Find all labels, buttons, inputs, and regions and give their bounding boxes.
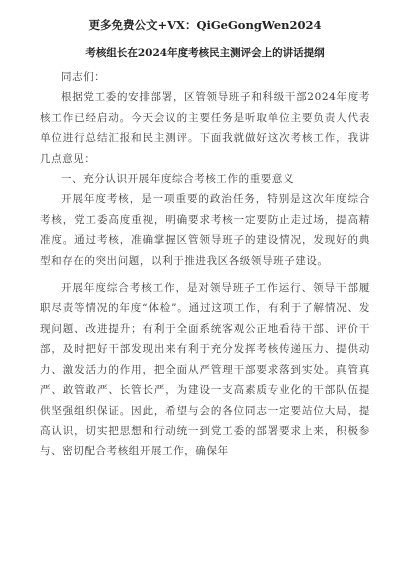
paragraph-1: 开展年度考核，是一项重要的政治任务，特别是这次年度综合考核，党工委高度重视，明确要求考核一定要防止走过场，提高精准度。通过考核，准确掌握区管领导班子的建设情况，发现好的典型和存在的突出问题，以利于推进我区各级领导班子建设。 (40, 193, 370, 267)
salutation: 同志们： (61, 71, 106, 83)
document-title: 考核组长在2024年度考核民主测评会上的讲话提纲 (85, 47, 325, 59)
section-heading-1: 一、充分认识开展年度综合考核工作的重要意义 (61, 173, 295, 186)
paragraph-2: 开展年度综合考核工作，是对领导班子工作运行、领导干部履职尽责等情况的年度“体检”。通过这项工作，有利于了解情况、发现问题、改进提升；有利于全面系统客观公正地看待干部、评价干部，及时把好干部发现出来有利于充分发挥考核传递压力、提供动力、激发活力的作用，把全面从严管理干部要求落到实处。真管真严、敢管敢严、长管长严，为建设一支高素质专业化的干部队伍提供坚强组织保证。因此，希望与会的各位同志一定要站位大局，提高认识，切实把思想和行动统一到党工委的部署要求上来，积极参与、密切配合考核组开展工作，确保年 (40, 282, 370, 458)
promo-banner: 更多免费公文+VX：QiGeGongWen2024 (88, 18, 322, 32)
document-body (40, 67, 370, 462)
paragraph-intro: 根据党工委的安排部署，区管领导班子和科级干部2024年度考核工作已经启动。今天会议的主要任务是听取单位主要负责人代表单位进行总结汇报和民主测评。下面我就做好这次考核工作，我讲几点意见： (40, 91, 370, 165)
